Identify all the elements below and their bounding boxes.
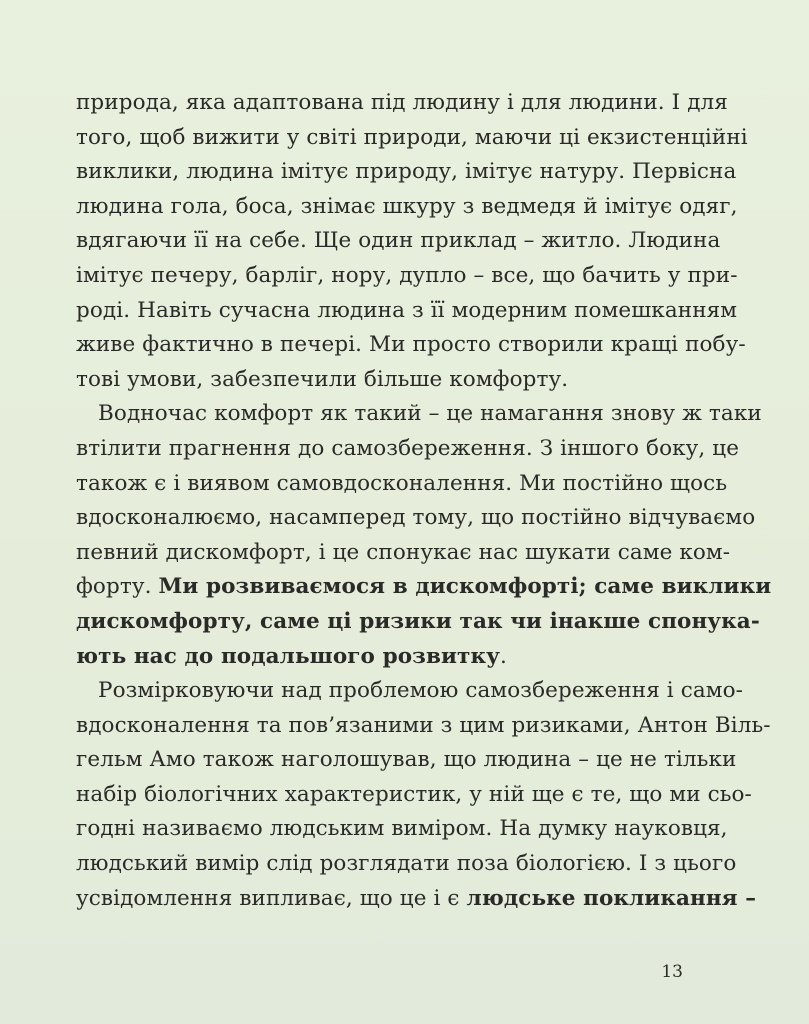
text-run: гельм Амо також наголошував, що людина – це не тільки (76, 747, 737, 773)
text-line (76, 121, 748, 156)
text-run: роді. Навіть сучасна людина з її модерним помешканням (76, 297, 738, 323)
text-run: . (499, 643, 507, 669)
paragraph (76, 397, 772, 674)
text-line (76, 847, 737, 882)
text-run: того, щоб вижити у світі природи, маючи ці екзистенційні (76, 124, 748, 150)
text-line (76, 605, 760, 640)
paragraph (76, 86, 748, 397)
bold-text-run: Ми розвиваємося в дискомфорті; саме виклики (158, 574, 772, 600)
text-run: людина гола, боса, знімає шкуру з ведмедя й імітує одяг, (76, 193, 738, 219)
text-line (76, 432, 740, 467)
text-run: природа, яка адаптована під людину і для людини. І для (76, 90, 728, 115)
text-line (76, 882, 757, 917)
text-line (76, 190, 738, 225)
text-line (76, 709, 771, 744)
text-run: вдягаючи її на себе. Ще один приклад – житло. Людина (76, 228, 721, 254)
text-run: вдосконалення та пов’язаними з цим ризиками, Антон Віль- (76, 712, 771, 738)
text-run: набір біологічних характеристик, у ній ще є те, що ми сьо- (76, 781, 752, 807)
text-line (76, 86, 728, 121)
text-line (76, 224, 721, 259)
text-run: усвідомлення випливає, що це і є (76, 885, 467, 911)
text-run: певний дискомфорт, і це спонукає нас шукати саме ком- (76, 539, 731, 565)
text-run: Водночас комфорт як такий – це намагання знову ж таки (98, 401, 762, 427)
text-run: живе фактично в печері. Ми просто створили кращі побу- (76, 332, 746, 358)
text-line (76, 536, 731, 571)
text-line (76, 397, 762, 432)
text-line (76, 812, 728, 847)
text-run: втілити прагнення до самозбереження. З іншого боку, це (76, 435, 740, 461)
text-run: також є і виявом самовдосконалення. Ми постійно щось (76, 470, 728, 496)
text-run: годні називаємо людським виміром. На думку науковця, (76, 816, 728, 842)
bold-text-run: дискомфорту, саме ці ризики так чи інакше спонука- (76, 608, 760, 634)
text-line (76, 259, 738, 294)
text-line (76, 778, 752, 813)
body-text (76, 86, 772, 916)
text-run: тові умови, забезпечили більше комфорту. (76, 366, 569, 392)
text-line (76, 467, 728, 502)
text-run: Розмірковуючи над проблемою самозбереження і само- (98, 678, 744, 704)
text-run: виклики, людина імітує природу, імітує натуру. Первісна (76, 159, 737, 185)
text-run: вдосконалюємо, насамперед тому, що постійно відчуваємо (76, 505, 756, 531)
text-line (76, 674, 744, 709)
bold-text-run: ють нас до подальшого розвитку (76, 643, 500, 669)
text-line (76, 155, 737, 190)
text-line (76, 501, 756, 536)
text-line (76, 640, 700, 675)
paragraph (76, 674, 771, 916)
text-run: форту. (76, 574, 159, 600)
text-line (76, 294, 738, 329)
text-line (76, 570, 772, 605)
text-run: людський вимір слід розглядати поза біологією. І з цього (76, 851, 737, 877)
bold-text-run: людське покликання – (466, 885, 757, 911)
text-line (76, 743, 737, 778)
text-line (76, 328, 746, 363)
text-run: імітує печеру, барліг, нору, дупло – все, що бачить у при- (76, 262, 738, 288)
page-number: 13 (661, 962, 683, 982)
text-line (76, 363, 700, 398)
